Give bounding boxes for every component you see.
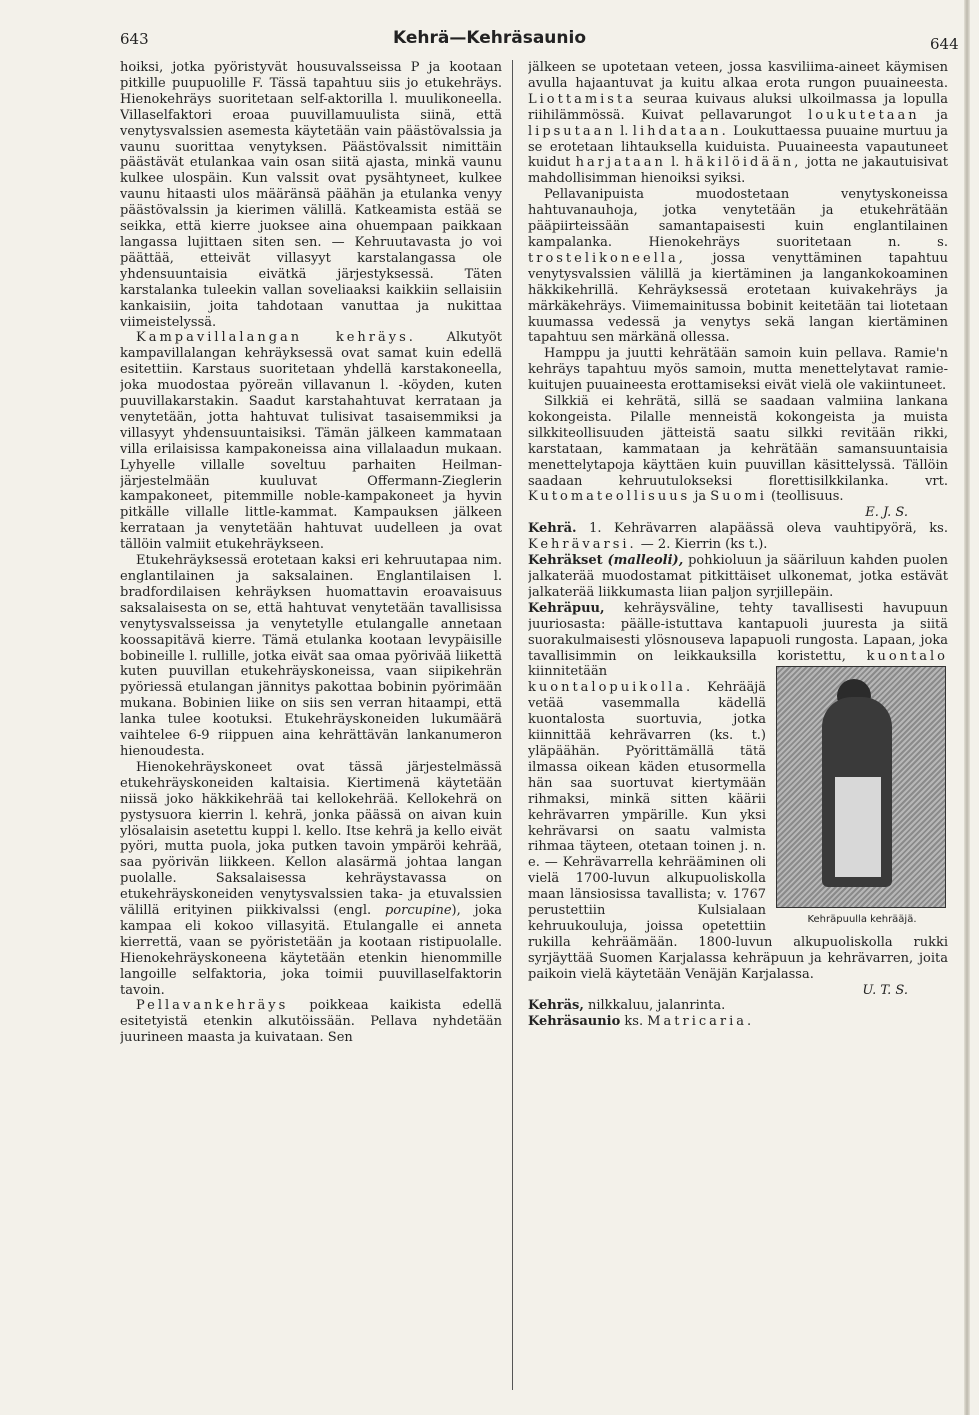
figure-kehrapuu xyxy=(776,666,948,928)
left-paragraph-5 xyxy=(120,998,502,1046)
e3-b: kiinnitetään xyxy=(528,664,608,680)
e1-a: 1. Kehrävarren alapäässä oleva vauhtipyörä, ks. xyxy=(576,521,948,537)
rp4-b: ja xyxy=(690,489,711,505)
link-kehravarsi: Kehrävarsi. xyxy=(528,537,637,553)
rp1-c: ja xyxy=(919,107,948,123)
term-lipsutaan: lipsutaan xyxy=(528,123,616,139)
entry-kehra xyxy=(528,521,948,553)
left-paragraph-1: hoiksi, jotka pyöristyvät housuvalsseissa P ja kootaan pitkille puupuolille F. Tässä tapahtuu siis jo etukehräys. Hienokehräys suoritetaan self-aktorilla l. muulikoneella. Villaselfaktori eroaa puuvillamuulista siinä, että venytysvalssien asemesta käytetään vain päästövalssia ja vaunu suorittaa venytyksen. Päästövalssit nimittäin päästävät etulankaa vain osan siitä ajasta, minkä vaunu kulkee ulospäin. Kun valssit ovat pysähtyneet, kulkee vaunu hitaasti ulos määränsä päähän ja etulanka venyy päästövalssin ja kierimen välillä. Katkeamista estää se seikka, että kierre juoksee aina ohuempaan paikkaan langassa lujittaen siten sen. — Kehruutavasta jo voi päättää, etteivät villasyyt karstalangassa ole yhdensuuntaisia eivätkä järjestyksessä. Täten karstalanka tuleekin vallan soveliaaksi kaikkiin sellaisiin kankaisiin, joita tahdotaan vanuttaa ja nukittaa viimeistelyssä. xyxy=(120,60,502,330)
entry-kehras xyxy=(528,998,948,1014)
rp2-b: jossa venyttäminen tapahtuu venytysvalssien välillä ja kiertäminen ja langankokoaminen häkkikehrillä. Kehräyksessä erotetaan kuivakehräys ja märkäkehräys. Viimemainitussa bobinit keitetään tai liotetaan kuumassa vedessä ja venytys sekä langan kiertäminen tapahtuu sen märkänä ollessa. xyxy=(528,250,948,346)
author-signature-uts: U. T. S. xyxy=(862,982,908,998)
rp2-a: Pellavanipuista muodostetaan venytyskoneissa hahtuvanauhoja, jotka venytetään ja etukehrätään pääpiirteissään samantapaisesti kuin englantilainen kampalanka. Hienokehräys suoritetaan n. s. xyxy=(528,187,948,250)
figure-apron-shape xyxy=(835,777,881,877)
right-paragraph-4 xyxy=(528,394,948,521)
e3-c: Kehrääjä vetää vasemmalla kädellä kuontalosta suortuvia, jotka kiinnittää kehrävarren (ks. t.) yläpäähän. Pyörittämällä tätä ilmassa oikean käden etusormella hän saa suortuvat kiertymään rihmaksi, minkä sitten käärii kehrävarren ympärille. Kun yksi kehrävarsi on saatu valmista rihmaa täyteen, otetaan toinen j. n. e. — Kehrävarrella kehrääminen oli vielä 1700-luvun alkupuoliskolla maan länsiosissa tavallista; v. 1767 perustettiin Kulsialaan kehruukouluja, joissa opetettiin rukilla kehräämään. 1800-luvun alkupuoliskolla rukki syrjäyttää Suomen Karjalassa kehräpuun ja kehrävarren, joita paikoin vielä käytetään Venäjän Karjalassa. xyxy=(528,680,948,982)
term-liottamista: Liottamista xyxy=(528,91,636,107)
term-loukutetaan: loukutetaan xyxy=(808,107,920,123)
rp4-a: Silkkiä ei kehrätä, sillä se saadaan valmiina lankana kokongeista. Pilalle menneistä kokongeista ja muista silkkiteollisuuden jätteistä saatu silkki revitään rikki, karstataan, kammataan ja kehrätään samansuuntaisia menettelytapoja käyttäen kuin puuvillan käsittelyssä. Tällöin saadaan kehruutulokseksi florettisilkkilanka. vrt. xyxy=(528,394,948,489)
right-paragraph-2 xyxy=(528,187,948,346)
link-suomi: Suomi xyxy=(710,489,767,505)
left-paragraph-4-text-a: Hienokehräyskoneet ovat tässä järjestelmässä etukehräyskoneiden kaltaisia. Kiertimenä käytetään niissä joko häkkikehrää tai kellokehrää. Kellokehrä on pystysuora kierrin l. kehrä, jonka päässä on aivan kuin ylösalaisin asetettu kuppi l. kello. Itse kehrä ja kello eivät pyöri, mutta puola, joka putken tavoin ympäröi kehrää, saa pyörivän liikkeen. Kellon alasärmä johtaa langan puolalle. Saksalaisessa kehräystavassa on etukehräyskoneiden venytysvalssien taka- ja etuvalssien välillä erityinen piikkivalssi (engl. xyxy=(120,759,502,919)
left-paragraph-2-text: Alkutyöt kampavillalangan kehräyksessä ovat samat kuin edellä esitettiin. Karstaus suoritetaan yhdellä karstakoneella, joka muodostaa pyöreän villavanun l. -köyden, kuten puuvillakarstakin. Saadut karstahahtuvat kerrataan ja venytetään, jotta hahtuvat tulisivat tasaisemmiksi ja villasyyt yhdensuuntaisiksi. Tämän jälkeen kammataan villa erilaisissa kampakoneissa aina villalaadun mukaan. Lyhyelle villalle soveltuu parhaiten Heilman-järjestelmään kuuluvat Offermann-Zieglerin kampakoneet, pitemmille noble-kampakoneet ja hyvin pitkälle villalle little-kammat. Kampauksen jälkeen kerrataan ja venytetään hahtuvat uudelleen ja ovat tällöin valmiit etukehräykseen. xyxy=(120,330,502,553)
term-trostelikoneella: trostelikoneella, xyxy=(528,250,686,266)
entry-kehrapuu xyxy=(528,601,948,999)
rp4-c: (teollisuus. xyxy=(766,489,844,505)
e5-a: ks. xyxy=(620,1014,648,1030)
left-paragraph-4 xyxy=(120,760,502,999)
left-column xyxy=(120,60,502,1395)
entry-head-kehra: Kehrä. xyxy=(528,521,577,537)
page-number-right: 644 xyxy=(930,35,959,53)
right-paragraph-3: Hamppu ja juutti kehrätään samoin kuin pellava. Ramie'n kehräys tapahtuu myös samoin, mutta menettelytavat ramie-kuitujen puuaineesta erottamiseksi eivät vielä ole vakiintuneet. xyxy=(528,346,948,394)
term-kuontalo: kuontalo xyxy=(866,648,948,664)
term-harjataan: harjataan xyxy=(575,155,666,171)
e4-a: nilkkaluu, jalanrinta. xyxy=(583,998,726,1014)
rp1-a: jälkeen se upotetaan veteen, jossa kasviliima-aineet käymisen avulla hajaantuvat ja kuitu alkaa erota rungon puuaineesta. xyxy=(528,60,948,91)
right-column xyxy=(528,60,948,1395)
left-paragraph-3: Etukehräyksessä erotetaan kaksi eri kehruutapaa nim. englantilainen ja saksalainen. Englantilaisen l. bradfordilaisen kehräyksen huomattavin eroavaisuus saksalaisesta on se, että hahtuvat venytetään tavallisissa venytysvalsseissa ja venytetylle etulangalle annetaan koossapitävä kierre. Tämä etulanka kootaan levypäisille bobineille l. rullille, jotka eivät saa omaa pyörivää liikettä kuten puuvillan etukehräyskoneissa, vaan siipikehrän pyöriessä etulangan jännitys pakottaa bobinin pyörimään mukana. Bobinien liike on siis sen verran hitaampi, että lanka tulee kootuksi. Etukehräyskoneiden lukumäärä vaihtelee 6-9 riippuen aina kehrättävän lankanumeron hienoudesta. xyxy=(120,553,502,759)
entry-head-kehras: Kehräs, xyxy=(528,998,584,1014)
entry-head-kehrakset: Kehräkset xyxy=(528,553,603,569)
rp1-e: Loukuttaessa puuaine murtuu ja se erotetaan lihtauksella kuiduista. Puuaineesta vapautuneet kuidut xyxy=(528,123,948,171)
entry-head-kehrapuu: Kehräpuu, xyxy=(528,600,605,616)
term-hakiloidaan: häkilöidään, xyxy=(684,155,802,171)
left-paragraph-2 xyxy=(120,330,502,553)
e1-b: — 2. Kierrin (ks t.). xyxy=(636,537,768,553)
woman-spinning-photo xyxy=(776,666,946,908)
rp1-b: seuraa kuivaus aluksi ulkoilmassa ja lopulla riihilämmössä. Kuivat pellavarungot xyxy=(528,91,948,123)
running-header: Kehrä—Kehräsaunio xyxy=(392,28,587,48)
link-kutomateollisuus: Kutomateollisuus xyxy=(528,489,691,505)
rp1-g: jotta ne jakautuisivat mahdollisimman hienoiksi syiksi. xyxy=(528,155,948,187)
term-lihdataan: lihdataan. xyxy=(632,123,729,139)
entry-head-kehrasaunio: Kehräsaunio xyxy=(528,1014,621,1030)
page-number-left: 643 xyxy=(120,30,149,48)
rp1-f: l. xyxy=(665,155,685,171)
latin-malleoli: (malleoli), xyxy=(607,553,684,569)
link-matricaria: Matricaria. xyxy=(647,1014,755,1030)
section-lead-pellava: Pellavankehräys xyxy=(136,998,289,1014)
column-divider xyxy=(512,60,513,1390)
page-spine-edge xyxy=(964,0,970,1415)
figure-caption: Kehräpuulla kehrääjä. xyxy=(807,914,917,926)
e2-a: pohkioluun ja sääriluun kahden puolen jalkaterää muodostamat pitkittäiset ulkonemat, jotka estävät jalkaterää liikkumasta liian paljon syrjillepäin. xyxy=(528,553,948,600)
left-paragraph-4-text-b: ), joka kampaa eli kokoo villasyitä. Etulangalle ei anneta kierrettä, vaan se pyöristetään ja kootaan ristipuolalle. Hienokehräyskoneena käytetään etenkin hienommille langoille selfaktoria, joka toimii puuvillaselfaktorin tavoin. xyxy=(120,903,502,998)
entry-kehrasaunio xyxy=(528,1014,948,1030)
term-kuontalopuikolla: kuontalopuikolla. xyxy=(528,680,694,696)
right-paragraph-1 xyxy=(528,60,948,187)
left-paragraph-5-text: poikkeaa kaikista edellä esitetyistä etenkin alkutöissään. Pellava nyhdetään juurineen maasta ja kuivataan. Sen xyxy=(120,998,502,1046)
entry-kehrakset xyxy=(528,553,948,601)
porcupine-term: porcupine xyxy=(384,903,452,919)
author-signature-ejs: E. J. S. xyxy=(865,505,908,521)
section-lead-kampavilla: Kampavillalangan kehräys. xyxy=(136,330,416,346)
e3-a: kehräysväline, tehty tavallisesti havupuun juuriosasta: päälle-istuttava kantapuoli juuresta ja siitä suorakulmaisesti ylösnouseva lapapuoli rungosta. Lapaan, joka tavallisimmin on leikkauksilla koristettu, xyxy=(528,600,948,664)
rp1-d: l. xyxy=(615,123,633,139)
